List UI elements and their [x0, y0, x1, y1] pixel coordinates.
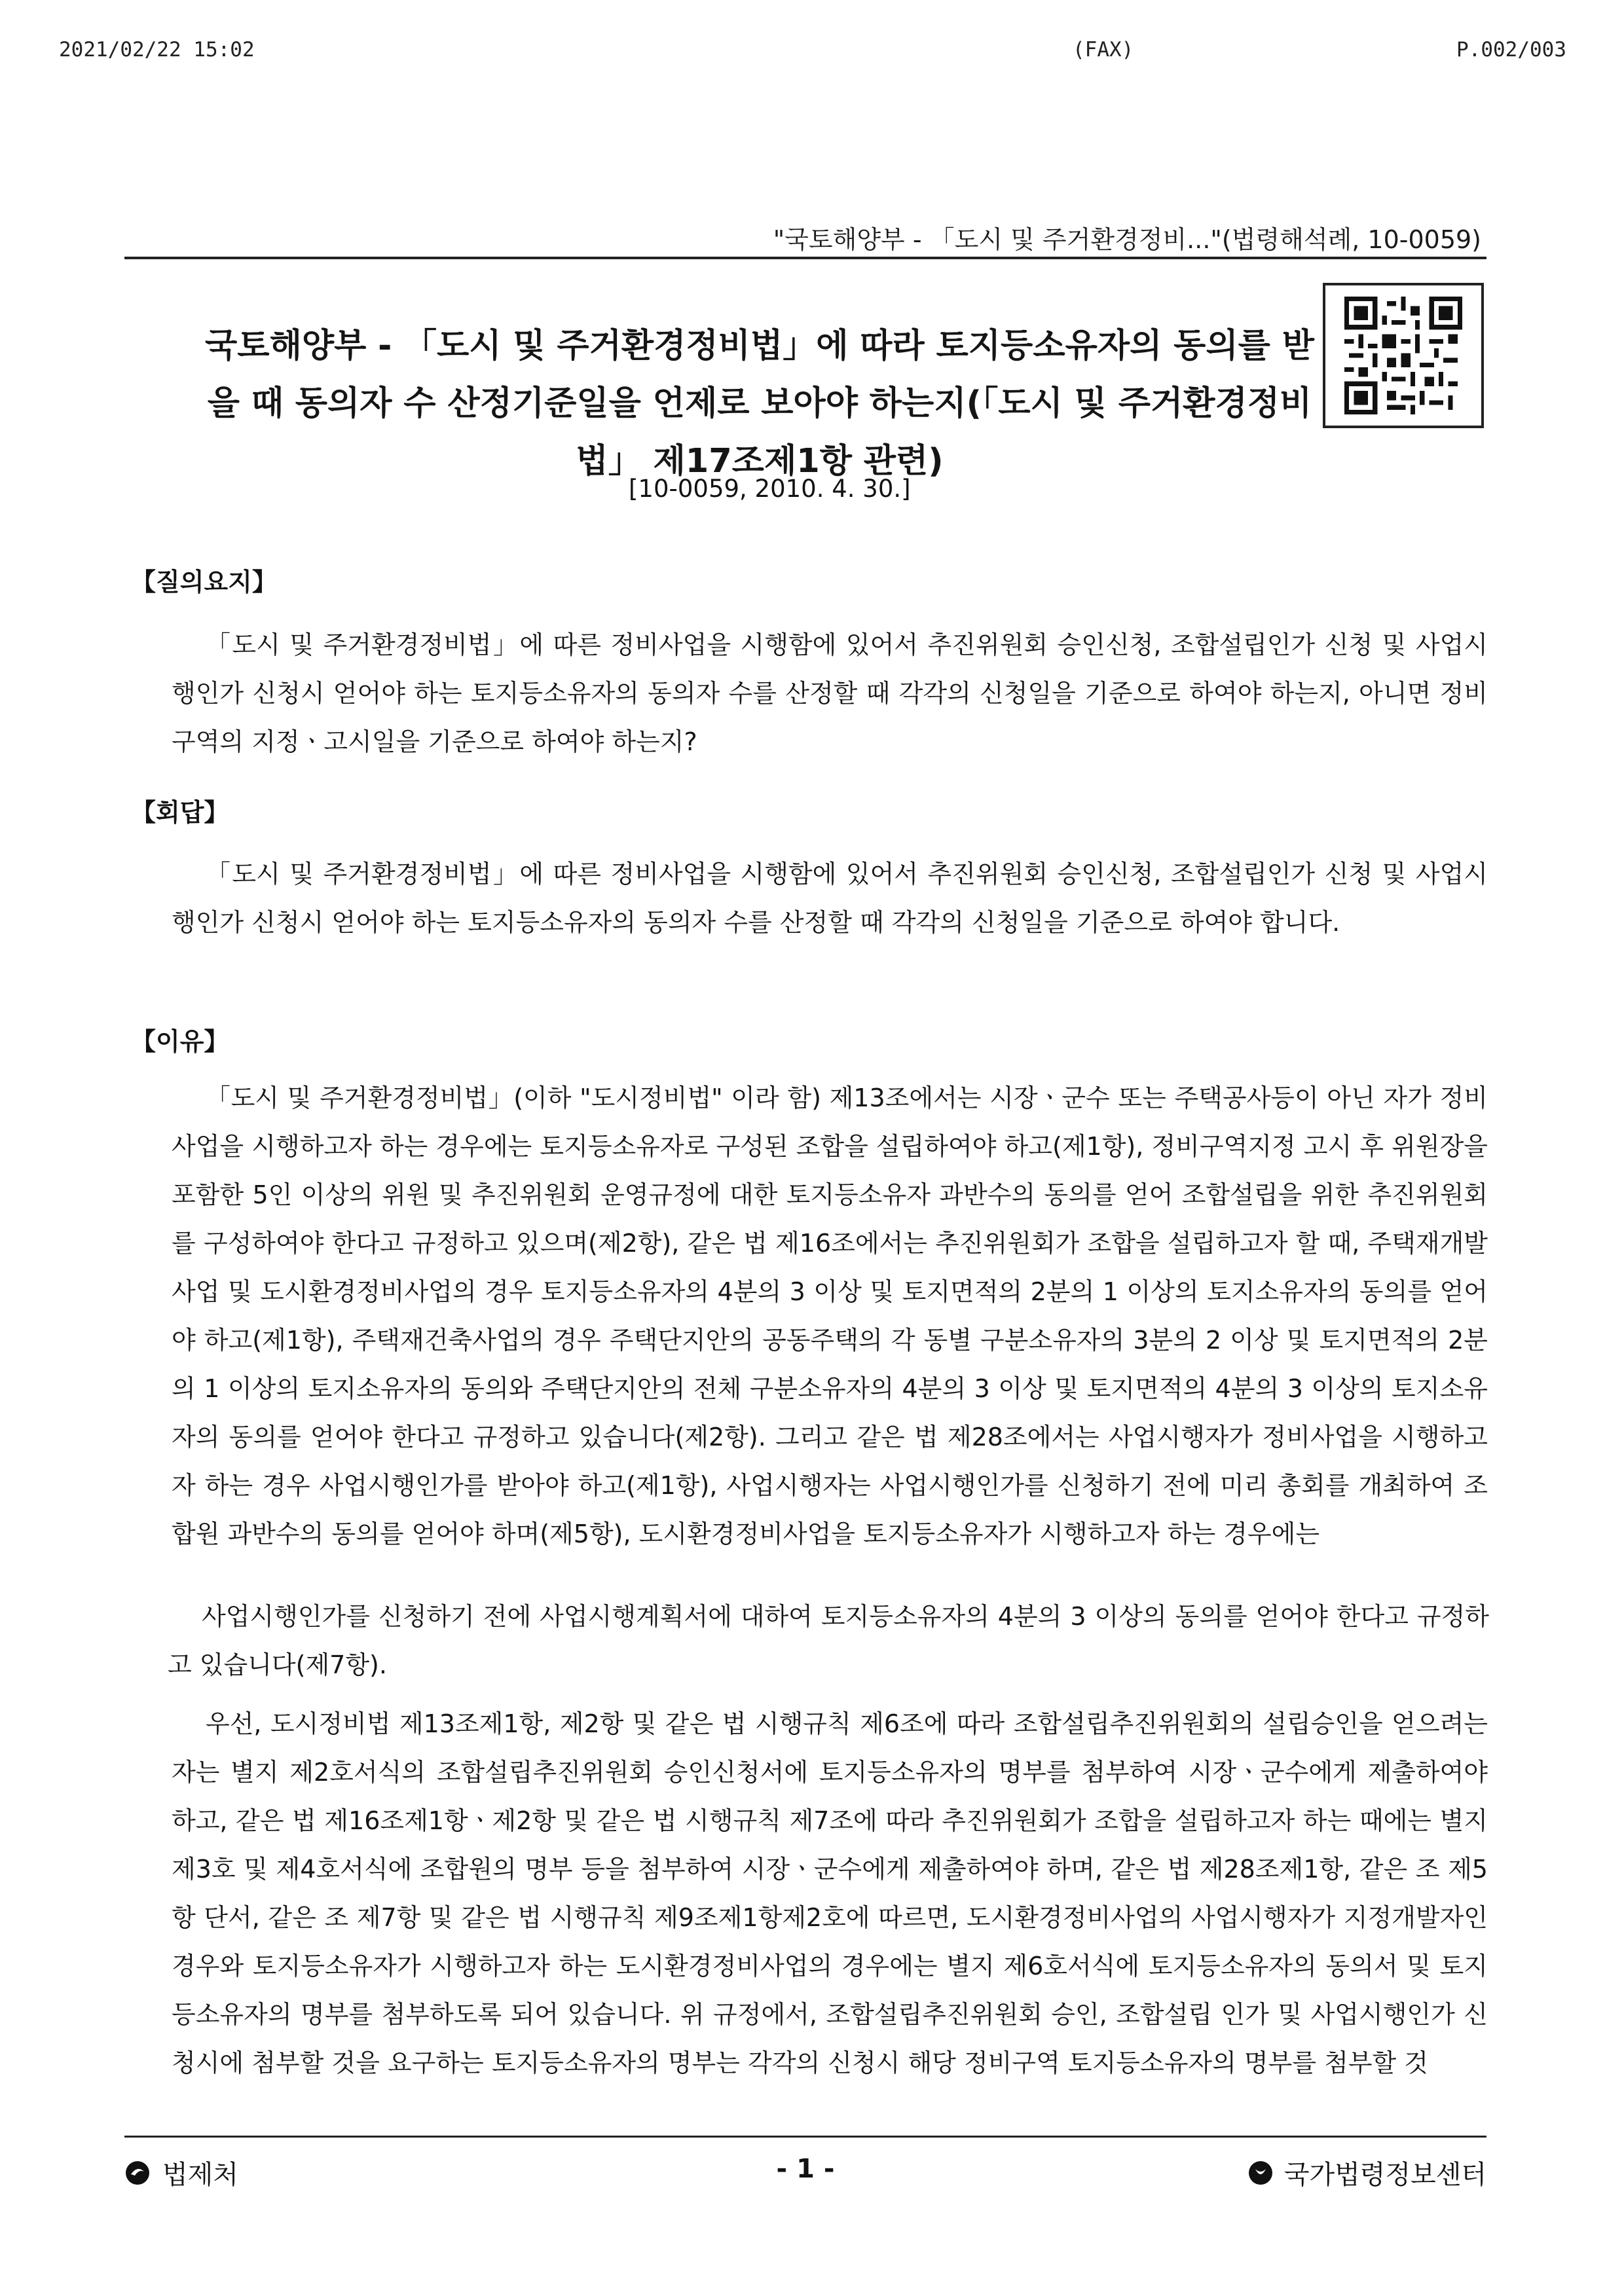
qr-code-frame — [1323, 283, 1484, 428]
footer-right — [1247, 2154, 1486, 2191]
page-footer — [124, 2154, 1486, 2193]
reason-section-label: 【이유】 — [131, 1027, 229, 1056]
document-date: [10-0059, 2010. 4. 30.] — [629, 475, 911, 503]
fax-page-number: P.002/003 — [1456, 38, 1566, 62]
footer-center-name: 국가법령정보센터 — [1283, 2160, 1486, 2190]
document-title: 국토해양부 - 「도시 및 주거환경정비법」에 따라 토지등소유자의 동의를 받을 때 동의자 수 산정기준일을 언제로 보아야 하는지(「도시 및 주거환경정비법」 제17조제1항 관련) — [205, 327, 1314, 481]
question-section-label: 【질의요지】 — [131, 568, 277, 596]
question-body: 「도시 및 주거환경정비법」에 따른 정비사업을 시행함에 있어서 추진위원회 승인신청, 조합설립인가 신청 및 사업시행인가 신청시 얻어야 하는 토지등소유자의 동의자 수를 산정할 때 각각의 신청일을 기준으로 하여야 하는지, 아니면 정비구역의 지정ㆍ고시일을 기준으로 하여야 하는지? — [172, 630, 1488, 756]
fax-label: (FAX) — [1073, 38, 1134, 62]
reason-paragraph-3: 우선, 도시정비법 제13조제1항, 제2항 및 같은 법 시행규칙 제6조에 따라 조합설립추진위원회의 설립승인을 얻으려는 자는 별지 제2호서식의 조합설립추진위원회 승인신청서에 토지등소유자의 명부를 첨부하여 시장ㆍ군수에게 제출하여야 하고, 같은 법 제16조제1항ㆍ제2항 및 같은 법 시행규칙 제7조에 따라 추진위원회가 조합을 설립하고자 하는 때에는 별지 제3호 및 제4호서식에 조합원의 명부 등을 첨부하여 시장ㆍ군수에게 제출하여야 하며, 같은 법 제28조제1항, 같은 조 제5항 단서, 같은 조 제7항 및 같은 법 시행규칙 제9조제1항제2호에 따르면, 도시환경정비사업의 사업시행자가 지정개발자인 경우와 토지등소유자가 시행하고자 하는 도시환경정비사업의 경우에는 별지 제6호서식에 토지등소유자의 동의서 및 토지등소유자의 명부를 첨부하도록 되어 있습니다. 위 규정에서, 조합설립추진위원회 승인, 조합설립 인가 및 사업시행인가 신청시에 첨부할 것을 요구하는 토지등소유자의 명부는 각각의 신청시 해당 정비구역 토지등소유자의 명부를 첨부할 것 — [172, 1709, 1488, 2077]
qr-code-icon — [1338, 297, 1469, 414]
law-center-logo-icon — [1247, 2160, 1274, 2186]
fax-datetime: 2021/02/22 15:02 — [59, 38, 255, 62]
fax-header — [59, 38, 1566, 77]
reason-paragraph-2: 사업시행인가를 신청하기 전에 사업시행계획서에 대하여 토지등소유자의 4분의 3 이상의 동의를 얻어야 한다고 규정하고 있습니다(제7항). — [168, 1602, 1489, 1679]
header-rule — [124, 257, 1486, 259]
answer-section-label: 【회답】 — [131, 798, 229, 827]
answer-body: 「도시 및 주거환경정비법」에 따른 정비사업을 시행함에 있어서 추진위원회 승인신청, 조합설립인가 신청 및 사업시행인가 신청시 얻어야 하는 토지등소유자의 동의자 수를 산정할 때 각각의 신청일을 기준으로 하여야 합니다. — [172, 860, 1488, 937]
footer-page-number: - 1 - — [776, 2154, 835, 2184]
reason-paragraph-1: 「도시 및 주거환경정비법」(이하 "도시정비법" 이라 함) 제13조에서는 시장ㆍ군수 또는 주택공사등이 아닌 자가 정비사업을 시행하고자 하는 경우에는 토지등소유자로 구성된 조합을 설립하여야 하고(제1항), 정비구역지정 고시 후 위원장을 포함한 5인 이상의 위원 및 추진위원회 운영규정에 대한 토지등소유자 과반수의 동의를 얻어 조합설립을 위한 추진위원회를 구성하여야 한다고 규정하고 있으며(제2항), 같은 법 제16조에서는 추진위원회가 조합을 설립하고자 할 때, 주택재개발사업 및 도시환경정비사업의 경우 토지등소유자의 4분의 3 이상 및 토지면적의 2분의 1 이상의 토지소유자의 동의를 얻어야 하고(제1항), 주택재건축사업의 경우 주택단지안의 공동주택의 각 동별 구분소유자의 3분의 2 이상 및 토지면적의 2분의 1 이상의 토지소유자의 동의와 주택단지안의 전체 구분소유자의 4분의 3 이상 및 토지면적의 4분의 3 이상의 토지소유자의 동의를 얻어야 한다고 규정하고 있습니다(제2항). 그리고 같은 법 제28조에서는 사업시행자가 정비사업을 시행하고자 하는 경우 사업시행인가를 받아야 하고(제1항), 사업시행자는 사업시행인가를 신청하기 전에 미리 총회를 개최하여 조합원 과반수의 동의를 얻어야 하며(제5항), 도시환경정비사업을 토지등소유자가 시행하고자 하는 경우에는 — [172, 1084, 1488, 1548]
running-title: "국토해양부 - 「도시 및 주거환경정비..."(법령해석례, 10-0059) — [773, 225, 1481, 254]
footer-org-name: 법제처 — [162, 2160, 238, 2190]
footer-rule — [124, 2136, 1486, 2138]
